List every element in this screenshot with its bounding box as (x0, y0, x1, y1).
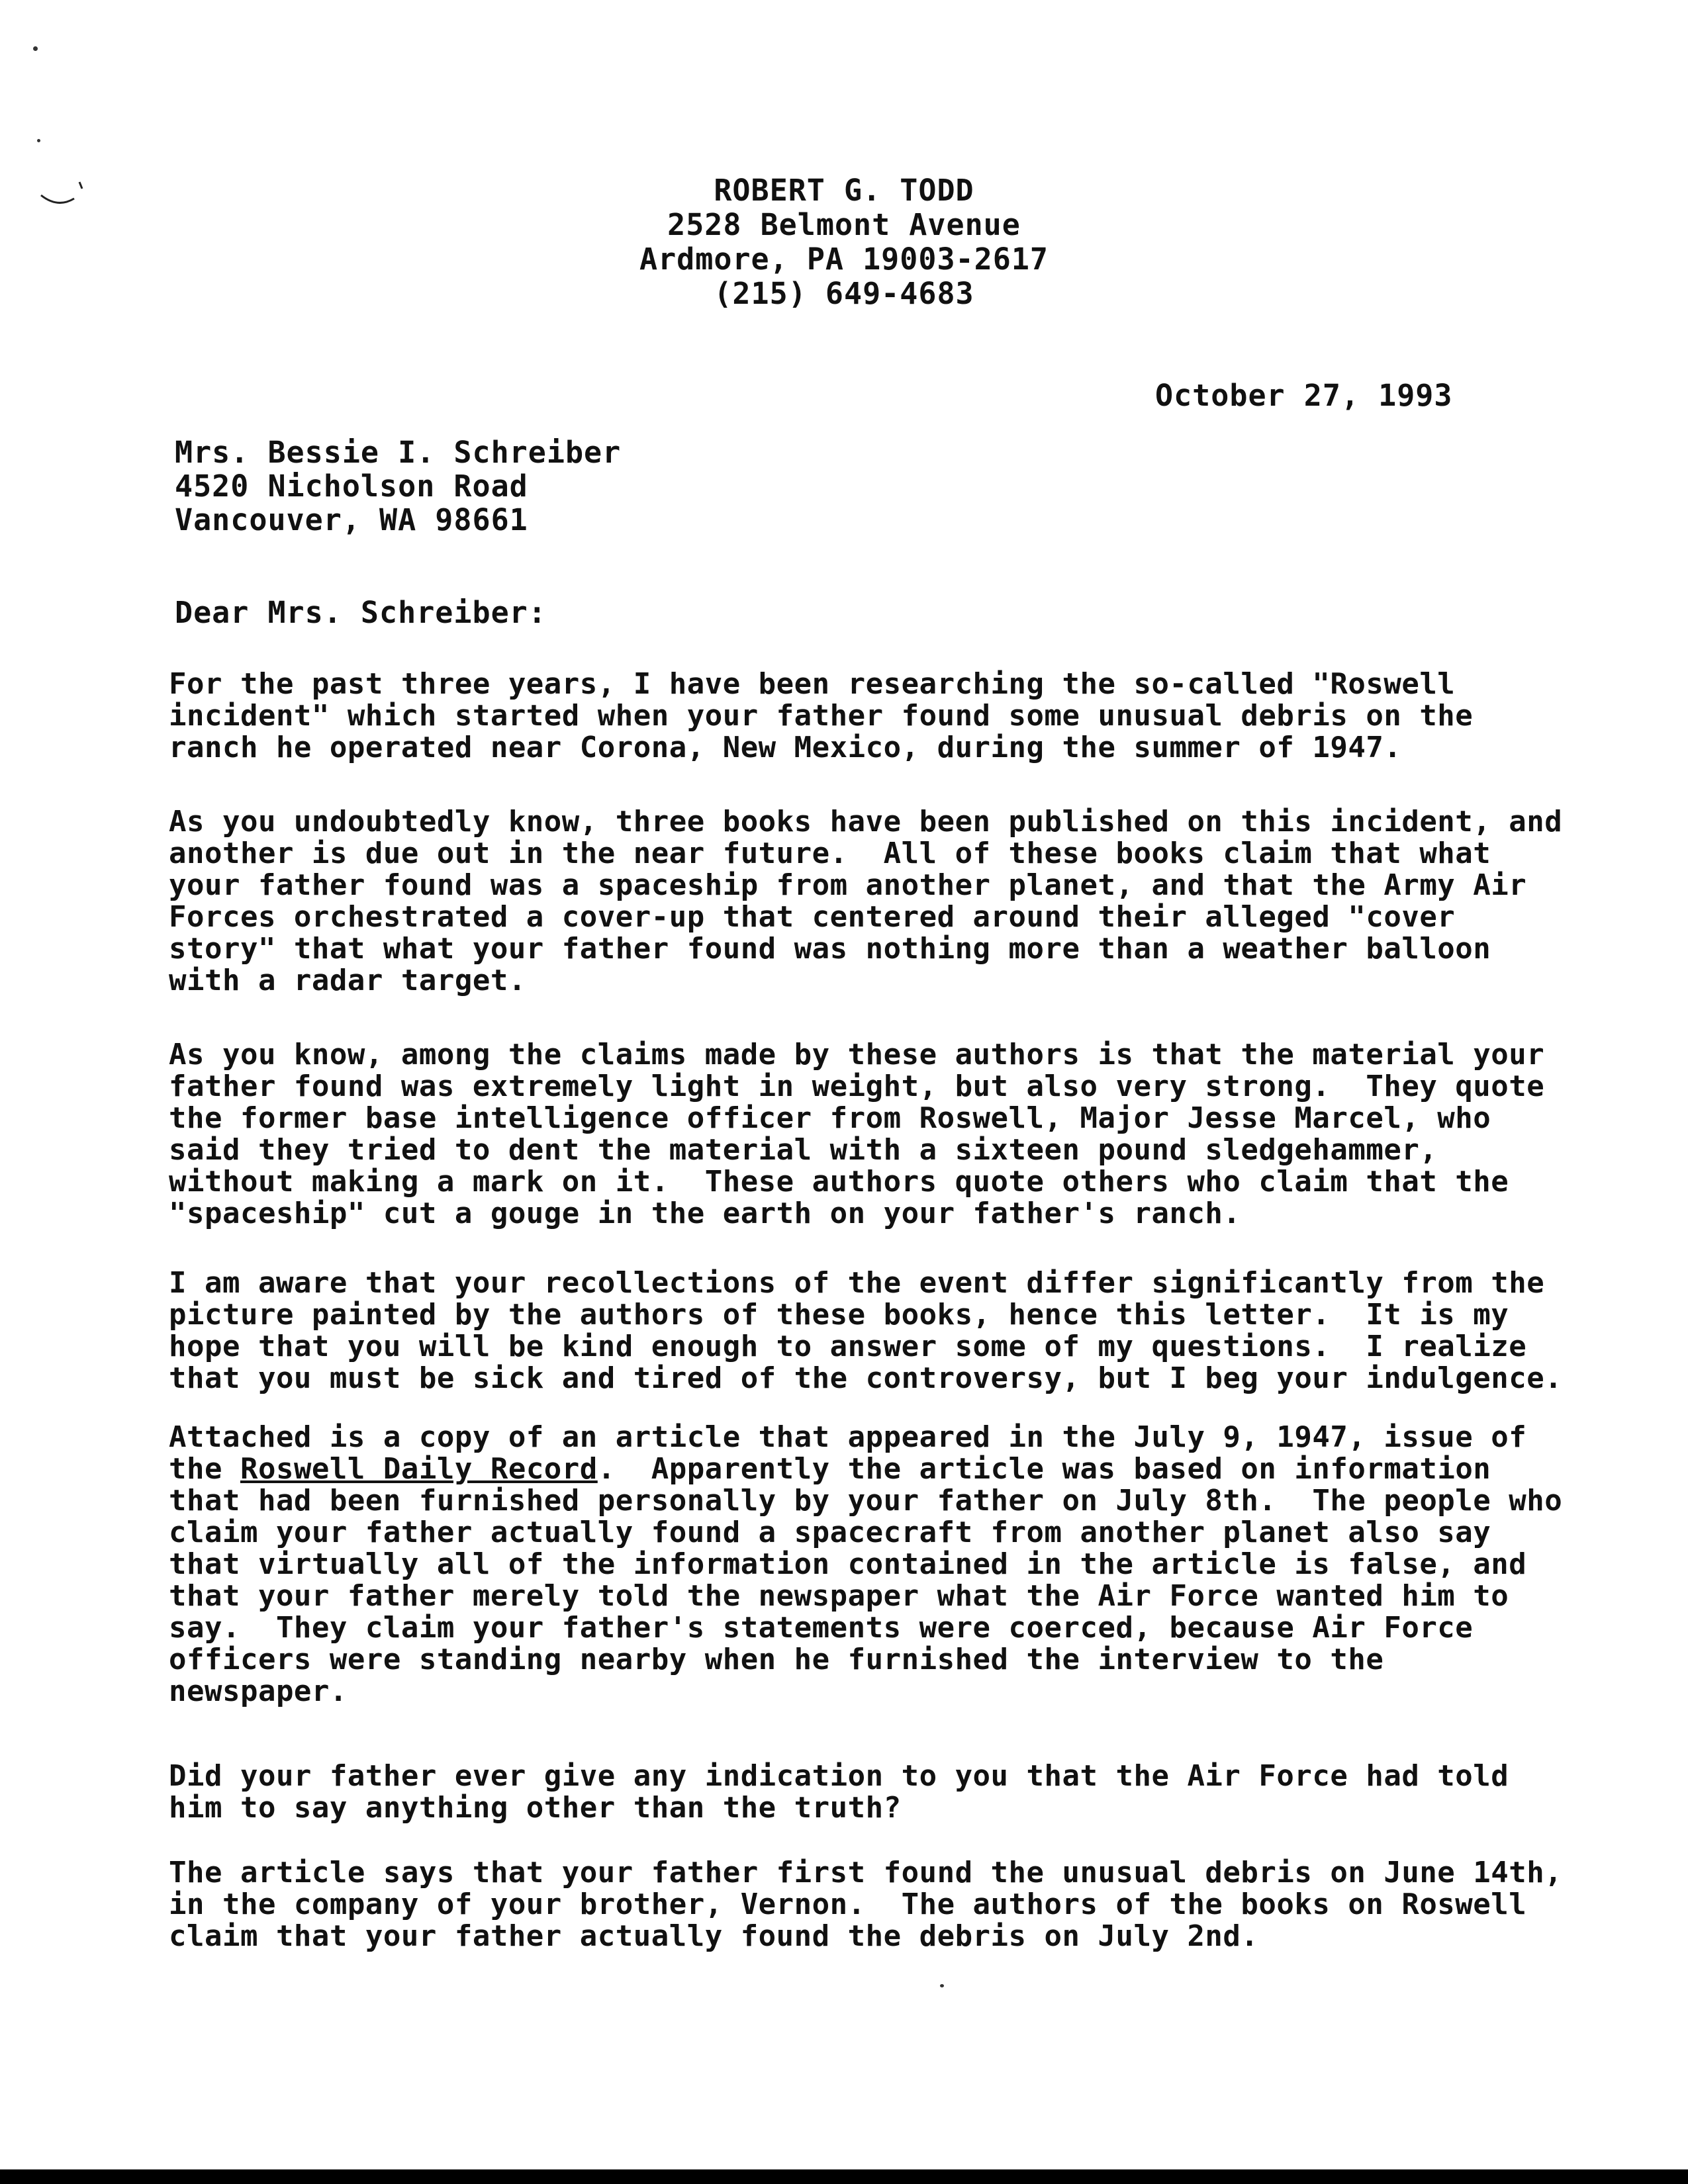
paragraph-line: father found was extremely light in weight, but also very strong. They quote (169, 1069, 1545, 1103)
paragraph-6 (169, 1759, 1509, 1825)
paragraph-line: I am aware that your recollections of the event differ significantly from the (169, 1266, 1545, 1300)
addressee-name: Mrs. Bessie I. Schreiber (175, 435, 622, 470)
text-span: . Apparently the article was based on information (597, 1452, 1491, 1486)
salutation: Dear Mrs. Schreiber: (175, 595, 547, 630)
paragraph-line: in the company of your brother, Vernon. The authors of the books on Roswell (169, 1888, 1527, 1921)
sender-name: ROBERT G. TODD (714, 173, 974, 208)
paragraph-line: without making a mark on it. These authors quote others who claim that the (169, 1165, 1509, 1199)
paragraph-line: "spaceship" cut a gouge in the earth on your father's ranch. (169, 1197, 1241, 1230)
paragraph-line: Did your father ever give any indication to you that the Air Force had told (169, 1759, 1509, 1793)
paragraph-line: that you must be sick and tired of the controversy, but I beg your indulgence. (169, 1361, 1563, 1395)
paragraph-line: As you undoubtedly know, three books have been published on this incident, and (169, 805, 1563, 839)
addressee-city: Vancouver, WA 98661 (175, 502, 528, 537)
paragraph-line: Attached is a copy of an article that appeared in the July 9, 1947, issue of (169, 1420, 1527, 1454)
addressee-block (175, 435, 621, 537)
paragraph-line (169, 1453, 1493, 1485)
sender-city: Ardmore, PA 19003-2617 (639, 242, 1049, 277)
scan-speck (37, 139, 40, 142)
paragraph-line: say. They claim your father's statements were coerced, because Air Force (169, 1611, 1474, 1645)
scan-speck (33, 46, 38, 51)
paragraph-line: said they tried to dent the material with a sixteen pound sledgehammer, (169, 1133, 1438, 1167)
paragraph-line: that virtually all of the information contained in the article is false, and (169, 1547, 1527, 1581)
paragraph-line: with a radar target. (169, 964, 526, 997)
scan-bottom-edge (0, 2169, 1688, 2184)
paragraph-line: picture painted by the authors of these books, hence this letter. It is my (169, 1298, 1509, 1332)
paragraph-7 (169, 1856, 1563, 1953)
paragraph-3 (169, 1038, 1545, 1230)
paragraph-line: officers were standing nearby when he furnished the interview to the (169, 1643, 1384, 1676)
paragraph-line: claim your father actually found a spacecraft from another planet also say (169, 1516, 1491, 1549)
paragraph-2 (169, 805, 1563, 997)
text-span: the (169, 1452, 240, 1486)
letter-date: October 27, 1993 (1155, 378, 1453, 413)
paragraph-1 (169, 668, 1493, 764)
paragraph-line: ranch he operated near Corona, New Mexico, during the summer of 1947. (169, 731, 1402, 764)
paragraph-line: the former base intelligence officer from Roswell, Major Jesse Marcel, who (169, 1101, 1491, 1135)
paragraph-line: that your father merely told the newspaper what the Air Force wanted him to (169, 1579, 1509, 1613)
paragraph-line: hope that you will be kind enough to answer some of my questions. I realize (169, 1330, 1527, 1363)
newspaper-title: Roswell Daily Record (240, 1452, 598, 1486)
paragraph-line: your father found was a spaceship from another planet, and that the Army Air (169, 868, 1527, 902)
paragraph-line: claim that your father actually found the debris on July 2nd. (169, 1919, 1259, 1953)
paragraph-line: story" that what your father found was nothing more than a weather balloon (169, 932, 1491, 966)
addressee-street: 4520 Nicholson Road (175, 469, 528, 504)
paragraph-line: him to say anything other than the truth? (169, 1791, 902, 1825)
paragraph-line: As you know, among the claims made by these authors is that the material your (169, 1038, 1545, 1071)
letterhead (0, 173, 1688, 311)
scan-speck (940, 1984, 944, 1987)
paragraph-line: another is due out in the near future. All of these books claim that what (169, 837, 1491, 870)
paragraph-5 (169, 1420, 1563, 1708)
paragraph-4 (169, 1266, 1563, 1395)
paragraph-line: The article says that your father first found the unusual debris on June 14th, (169, 1856, 1563, 1889)
sender-phone: (215) 649-4683 (714, 276, 974, 311)
paragraph-line: newspaper. (169, 1674, 348, 1708)
paragraph-line: Forces orchestrated a cover-up that centered around their alleged "cover (169, 900, 1456, 934)
paragraph-line: For the past three years, I have been researching the so-called "Roswell (169, 667, 1456, 701)
paragraph-line: incident" which started when your father found some unusual debris on the (169, 699, 1474, 733)
sender-street: 2528 Belmont Avenue (667, 207, 1021, 242)
paragraph-line: that had been furnished personally by your father on July 8th. The people who (169, 1484, 1563, 1518)
